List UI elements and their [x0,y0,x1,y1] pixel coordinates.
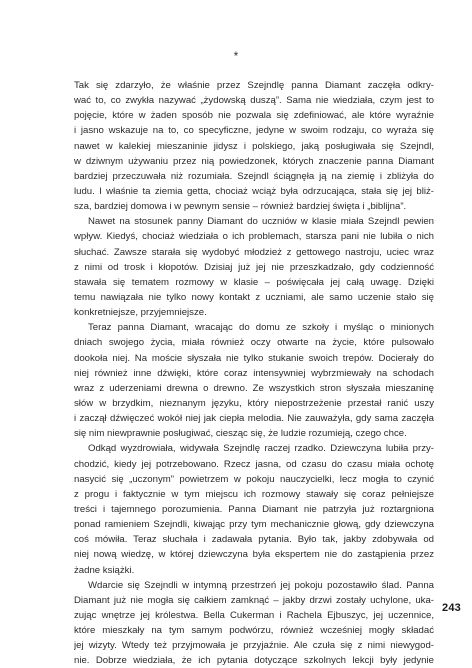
text-line: Diamant już nie mogła się całkiem zamknąć – jakby drzwi zostały uchylone, uka- [74,594,434,606]
text-line: słuchać. Zawsze starała się wydobyć młodzież z gettowego nastroju, uciec wraz [74,246,434,258]
text-line: ludu. I właśnie ta ziemia getta, chociaż wciąż była odrzucająca, stała się jej bliż- [74,185,434,197]
text-line: treści i tajemnego porozumienia. Panna Diamant nie patrzyła już roztargniona [74,503,434,515]
text-line: niej również inne dźwięki, które coraz intensywniej wybrzmiewały na schodach [74,367,434,379]
text-line: Tak się zdarzyło, że właśnie przez Szejndlę panna Diamant zaczęła odkry- [74,80,434,91]
text-line: i zaczął dźwięczeć wokół niej jak ciepła melodia. Nie zauważyła, gdy sama zaczęła [74,413,434,425]
text-line: żadne książki. [74,564,135,576]
text-line: nie. Dobrze wiedziała, że ich pytania dotyczące szkolnych lekcji były jedynie [74,655,434,667]
text-line: Odkąd wyzdrowiała, widywała Szejndlę raczej rzadko. Dziewczyna lubiła przy- [88,443,434,455]
text-line: które mieszkały na tym samym podwórzu, również wcześniej mogły składać [74,625,434,637]
text-line: stawała się tematem rozmowy w klasie – poświęcała jej całą uwagę. Dzięki [74,276,434,288]
page-number: 243 [442,602,461,614]
text-line: nasycić się „uczonym” powietrzem w pokoju nauczycielki, lecz mogła to czynić [74,473,434,485]
text-line: Wdarcie się Szejndli w intymną przestrzeń jej pokoju pozostawiło ślad. Panna [88,579,434,591]
text-line: wraz z uderzeniami drewna o drewno. Ze wszystkich stron słyszała mieszaninę [74,382,434,394]
text-line: ponad ramieniem Szejndli, kiwając przy tym mechanicznie głową, gdy dziewczyna [74,519,434,531]
text-line: wpływ. Kiedyś, chociaż wiedziała o ich problemach, starsza pani nie lubiła o nich [74,231,434,243]
text-line: niej nową wiedzę, w której dziewczyna była ekspertem nie do zastąpienia przez [74,549,434,561]
text-line: z progu i faktycznie w tym miejscu ich rozmowy stawały się coraz pełniejsze [74,488,434,500]
text-line: temu nawiązała nie tylko nowy kontakt z uczniami, ale samo uczenie stało się [74,291,434,303]
text-line: coś mówiła. Teraz słuchała i zadawała pytania. Było tak, jakby zdobywała od [74,534,434,546]
text-line: się nim niewprawnie posługiwać, ciesząc się, że ludzie rozumieją, czego chce. [74,428,407,440]
text-line: wać to, co zwykła nazywać „żydowską duszą”. Sama nie wiedziała, czym jest to [74,95,434,107]
text-line: nawet w kalekiej mieszaninie jidysz i polskiego, jaką posługiwała się Szejndl, [74,140,434,152]
text-line: Nawet na stosunek panny Diamant do uczniów w klasie miała Szejndl pewien [88,216,434,228]
text-line: konkretniejsze, przyjemniejsze. [74,307,207,319]
text-line: Teraz panna Diamant, wracając do domu ze szkoły i myśląc o minionych [88,322,434,334]
text-line: z nimi od trosk i kłopotów. Dzisiaj już jej nie przeszkadzało, gdy codzienność [74,261,434,273]
text-line: pojęcie, które w żaden sposób nie pozwala się zdefiniować, ale które wyraźnie [74,110,434,122]
text-line: bardziej przeczuwała niż rozumiała. Szejndl ściągnęła ją na ziemię i zbliżyła do [74,170,434,182]
text-line: zując wnętrze jej królestwa. Bella Cukerman i Rachela Ejbuszyc, jej uczennice, [74,609,434,621]
text-line: słów w brzydkim, nieznanym języku, który niepostrzeżenie przestał ranić uszy [74,397,434,409]
text-line: dniach swojego życia, miała również oczy otwarte na życie, które pulsowało [74,337,434,349]
text-line: sza, bardziej domowa i w pewnym sensie – również bardziej święta i „biblijna”. [74,201,407,213]
section-separator: * [233,49,239,63]
text-line: chodzić, kiedy jej potrzebowano. Rzecz jasna, od czasu do czasu miała ochotę [74,458,434,470]
text-line: i jasno wskazuje na to, co specyficzne, jedyne w swoim rodzaju, co wyraża się [74,125,434,137]
text-line: w dziwnym używaniu przez nią powiedzonek, których znaczenie panna Diamant [74,155,434,167]
text-line: dookoła niej. Na moście słyszała nie tylko stukanie swoich trepów. Docierały do [74,352,434,364]
body-text [74,78,434,668]
text-line: jej wizyty. Wtedy też przyjmowała je przyjaźnie. Ale czuła się z nimi niewygod- [74,640,434,652]
